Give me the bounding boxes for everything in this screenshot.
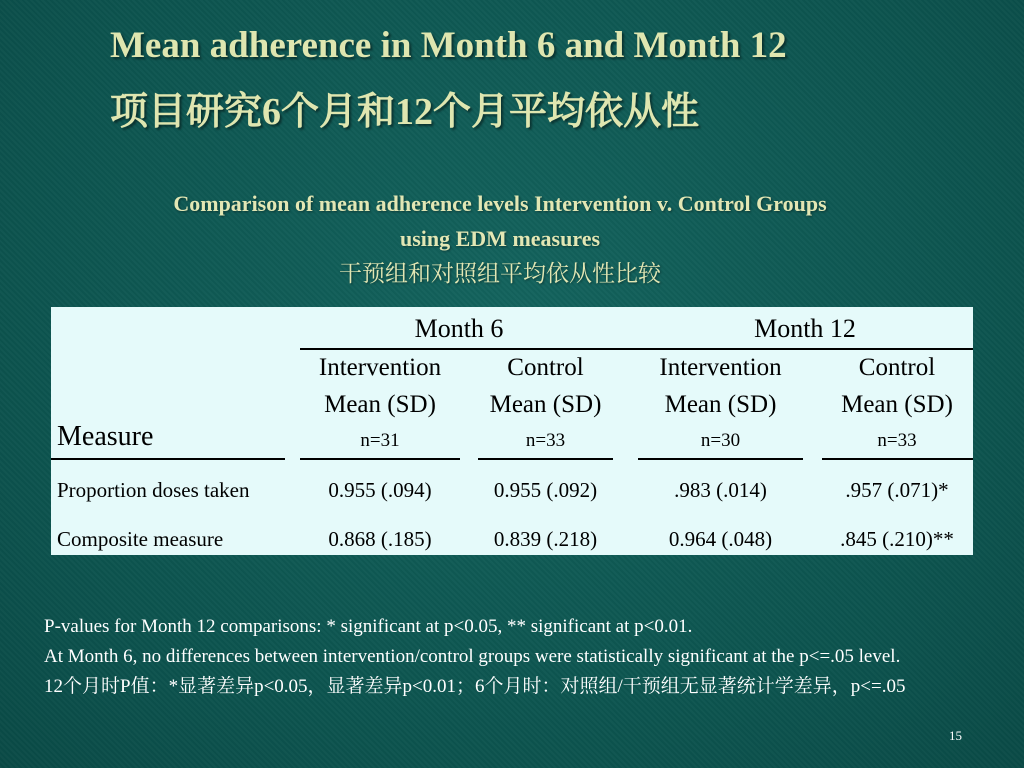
col-header-m6-intervention [300,349,460,423]
row-label: Composite measure [57,527,224,551]
col-header-m12-control [822,349,972,423]
table-cell: 0.964 (.048) [668,527,773,551]
table-cell: .957 (.071)* [845,478,949,502]
caption-line-2: using EDM measures [399,226,601,251]
col-stat-label: Mean (SD) [841,391,953,418]
col-header-m12-intervention [638,349,803,423]
table-cell: 0.955 (.092) [493,478,598,502]
col-group-label: Control [858,354,936,381]
slide-title-chinese: 项目研究6个月和12个月平均依从性 [110,91,700,133]
table-cell: .983 (.014) [674,478,767,502]
measure-header: Measure [57,421,154,452]
month-12-header: Month 12 [754,314,856,343]
table-cell: .845 (.210)** [840,527,954,551]
caption-line-1: Comparison of mean adherence levels Intervention v. Control Groups [173,191,827,216]
table-cell: 0.955 (.094) [328,478,432,502]
col-group-label: Control [507,354,584,381]
row-label: Proportion doses taken [57,478,250,502]
col-stat-label: Mean (SD) [664,391,777,418]
adherence-table [51,307,973,555]
table-cell: 0.868 (.185) [328,527,432,551]
header-rule [51,458,285,460]
n-count-m12-control: n=33 [877,430,917,451]
header-rule [638,458,803,460]
month-6-header: Month 6 [414,314,504,343]
footnote-month6: At Month 6, no differences between intervention/control groups were statistically significant at the p<=.05 level. [44,646,901,667]
col-group-label: Intervention [318,354,442,381]
header-rule [300,458,460,460]
footnotes [44,612,974,702]
col-stat-label: Mean (SD) [489,391,602,418]
footnote-pvalues: P-values for Month 12 comparisons: * significant at p<0.05, ** significant at p<0.01. [44,616,693,637]
page-number: 15 [949,728,962,743]
footnote-chinese: 12个月时P值：*显著差异p<0.05，显著差异p<0.01；6个月时：对照组/干预组无显著统计学差异，p<=.05 [44,676,906,697]
table-caption [0,186,1000,291]
n-count-m6-control: n=33 [525,430,566,451]
caption-chinese: 干预组和对照组平均依从性比较 [339,261,661,286]
col-header-m6-control [478,349,613,423]
header-rule [478,458,613,460]
col-group-label: Intervention [659,354,782,381]
n-count-m6-intervention: n=31 [360,430,400,451]
header-rule [822,458,973,460]
col-stat-label: Mean (SD) [324,391,436,418]
n-count-m12-intervention: n=30 [700,430,741,451]
slide-title: Mean adherence in Month 6 and Month 12 [110,25,787,66]
table-cell: 0.839 (.218) [493,527,598,551]
